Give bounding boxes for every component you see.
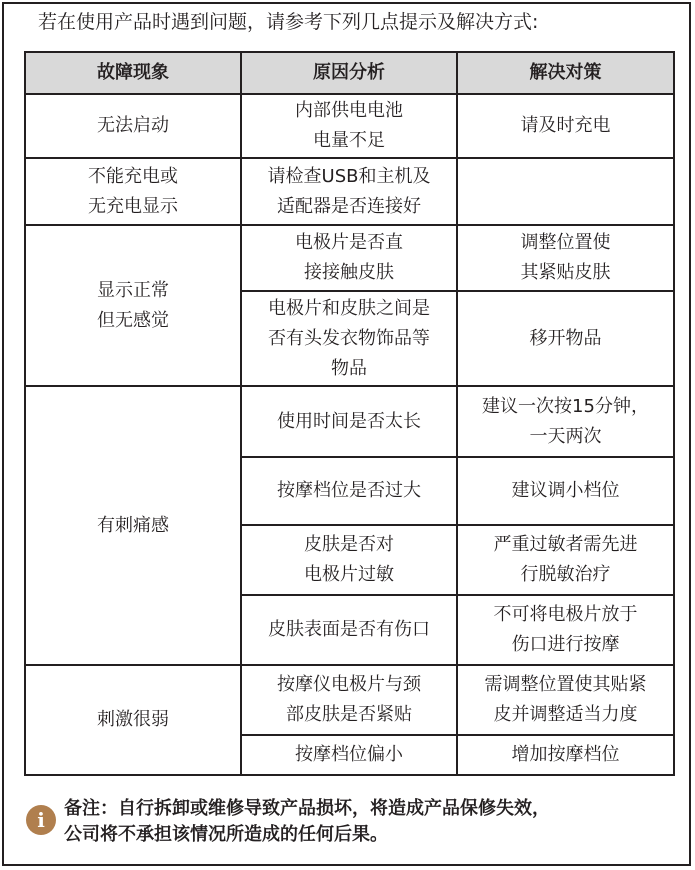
- note-text: 备注：自行拆卸或维修导致产品损坏，将造成产品保修失效， 公司将不承担该情况所造成的任何后果。: [64, 798, 550, 845]
- table-cell-solution: 建议调小档位: [456, 456, 675, 526]
- table-cell-cause: 请检查USB和主机及 适配器是否连接好: [240, 157, 458, 226]
- table-cell-solution: 建议一次按15分钟， 一天两次: [456, 385, 675, 458]
- table-cell-symptom: 显示正常 但无感觉: [24, 224, 242, 387]
- table-cell-solution: 不可将电极片放于 伤口进行按摩: [456, 594, 675, 666]
- table-cell-solution-empty: [456, 157, 675, 226]
- table-cell-cause: 使用时间是否太长: [240, 385, 458, 458]
- table-cell-solution: 严重过敏者需先进 行脱敏治疗: [456, 524, 675, 596]
- table-cell-solution: 调整位置使 其紧贴皮肤: [456, 224, 675, 292]
- table-cell-cause: 皮肤表面是否有伤口: [240, 594, 458, 666]
- table-cell-cause: 按摩档位是否过大: [240, 456, 458, 526]
- table-cell-cause: 皮肤是否对 电极片过敏: [240, 524, 458, 596]
- table-cell-symptom: 无法启动: [24, 93, 242, 159]
- table-cell-solution: 增加按摩档位: [456, 734, 675, 776]
- table-cell-solution: 需调整位置使其贴紧 皮并调整适当力度: [456, 664, 675, 736]
- table-cell-cause: 按摩档位偏小: [240, 734, 458, 776]
- header-symptom: 故障现象: [24, 51, 242, 95]
- header-solution: 解决对策: [456, 51, 675, 95]
- table-cell-cause: 内部供电电池 电量不足: [240, 93, 458, 159]
- table-cell-cause: 电极片和皮肤之间是 否有头发衣物饰品等 物品: [240, 290, 458, 387]
- table-cell-solution: 移开物品: [456, 290, 675, 387]
- info-icon: i: [26, 805, 56, 835]
- table-cell-symptom: 刺激很弱: [24, 664, 242, 776]
- table-cell-solution: 请及时充电: [456, 93, 675, 159]
- table-cell-cause: 电极片是否直 接接触皮肤: [240, 224, 458, 292]
- table-cell-symptom: 不能充电或 无充电显示: [24, 157, 242, 226]
- table-cell-cause: 按摩仪电极片与颈 部皮肤是否紧贴: [240, 664, 458, 736]
- intro-text: 若在使用产品时遇到问题，请参考下列几点提示及解决方式:: [38, 11, 539, 33]
- header-cause: 原因分析: [240, 51, 458, 95]
- table-cell-symptom: 有刺痛感: [24, 385, 242, 666]
